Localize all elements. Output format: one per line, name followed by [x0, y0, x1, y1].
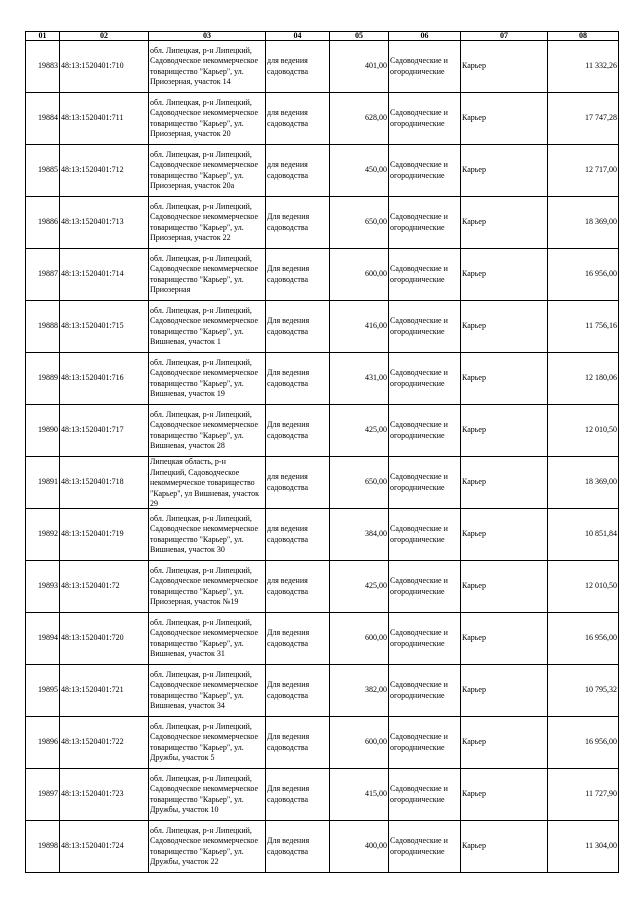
- address: [149, 197, 266, 249]
- permitted-use: Для ведения садоводства: [266, 821, 330, 873]
- area: 401,00: [330, 41, 389, 93]
- address: [149, 457, 266, 509]
- address-text: обл. Липецкая, р-н Липецкий, Садоводческое некоммерческое товарищество "Карьер", ул. Вишневая, участок 1: [150, 305, 259, 346]
- land-category: Садоводческие и огороднические: [389, 613, 461, 665]
- permitted-use: для ведения садоводства: [266, 457, 330, 509]
- land-category: Садоводческие и огороднические: [389, 769, 461, 821]
- address: [149, 353, 266, 405]
- locality: Карьер: [461, 405, 548, 457]
- locality: Карьер: [461, 509, 548, 561]
- permitted-use: для ведения садоводства: [266, 145, 330, 197]
- area: 450,00: [330, 145, 389, 197]
- locality: Карьер: [461, 93, 548, 145]
- row-number: 19891: [26, 457, 60, 509]
- address-text: обл. Липецкая, р-н Липецкий, Садоводческое некоммерческое товарищество "Карьер", ул. Вишневая, участок 34: [150, 669, 259, 710]
- table-row: [26, 93, 619, 145]
- cadastral-value: 18 369,00: [548, 197, 619, 249]
- locality: Карьер: [461, 249, 548, 301]
- row-number: 19887: [26, 249, 60, 301]
- row-number: 19893: [26, 561, 60, 613]
- address-text: обл. Липецкая, р-н Липецкий, Садоводческое некоммерческое товарищество "Карьер", ул. Вишневая, участок 19: [150, 357, 259, 398]
- locality: Карьер: [461, 353, 548, 405]
- locality: Карьер: [461, 613, 548, 665]
- area: 384,00: [330, 509, 389, 561]
- table-row: [26, 769, 619, 821]
- cadastral-number: 48:13:1520401:72: [60, 561, 149, 613]
- cadastral-number: 48:13:1520401:719: [60, 509, 149, 561]
- area: 628,00: [330, 93, 389, 145]
- locality: Карьер: [461, 665, 548, 717]
- locality: Карьер: [461, 301, 548, 353]
- permitted-use: для ведения садоводства: [266, 561, 330, 613]
- cadastral-number: 48:13:1520401:710: [60, 41, 149, 93]
- cadastral-value: 12 010,50: [548, 561, 619, 613]
- table-row: [26, 665, 619, 717]
- cadastral-number: 48:13:1520401:723: [60, 769, 149, 821]
- permitted-use: Для ведения садоводства: [266, 769, 330, 821]
- table-row: [26, 821, 619, 873]
- cadastral-value: 18 369,00: [548, 457, 619, 509]
- permitted-use: Для ведения садоводства: [266, 301, 330, 353]
- land-category: Садоводческие и огороднические: [389, 249, 461, 301]
- cadastral-number: 48:13:1520401:718: [60, 457, 149, 509]
- cadastral-value: 10 795,32: [548, 665, 619, 717]
- land-category: Садоводческие и огороднические: [389, 41, 461, 93]
- land-category: Садоводческие и огороднические: [389, 457, 461, 509]
- area: 600,00: [330, 249, 389, 301]
- row-number: 19894: [26, 613, 60, 665]
- permitted-use: Для ведения садоводства: [266, 249, 330, 301]
- column-header-04: 04: [266, 32, 330, 41]
- address-text: обл. Липецкая, р-н Липецкий, Садоводческое некоммерческое товарищество "Карьер", ул. Приозерная, участок 20а: [150, 149, 259, 190]
- cadastral-value: 16 956,00: [548, 717, 619, 769]
- row-number: 19898: [26, 821, 60, 873]
- column-header-06: 06: [389, 32, 461, 41]
- cadastral-value: 11 304,00: [548, 821, 619, 873]
- locality: Карьер: [461, 769, 548, 821]
- address: [149, 41, 266, 93]
- row-number: 19884: [26, 93, 60, 145]
- table-row: [26, 145, 619, 197]
- cadastral-number: 48:13:1520401:720: [60, 613, 149, 665]
- address-text: обл. Липецкая, р-н Липецкий, Садоводческое некоммерческое товарищество "Карьер", ул. Приозерная, участок 14: [150, 45, 259, 86]
- cadastral-number: 48:13:1520401:716: [60, 353, 149, 405]
- land-category: Садоводческие и огороднические: [389, 509, 461, 561]
- table-row: [26, 405, 619, 457]
- address-text: обл. Липецкая, р-н Липецкий, Садоводческое некоммерческое товарищество "Карьер", ул. Вишневая, участок 30: [150, 513, 259, 554]
- address: [149, 613, 266, 665]
- land-category: Садоводческие и огороднические: [389, 353, 461, 405]
- cadastral-number: 48:13:1520401:724: [60, 821, 149, 873]
- permitted-use: Для ведения садоводства: [266, 405, 330, 457]
- locality: Карьер: [461, 145, 548, 197]
- address-text: обл. Липецкая, р-н Липецкий, Садоводческое некоммерческое товарищество "Карьер", ул. Приозерная: [150, 253, 259, 294]
- address-text: обл. Липецкая, р-н Липецкий, Садоводческое некоммерческое товарищество "Карьер", ул. Дружбы, участок 22: [150, 825, 259, 866]
- column-header-08: 08: [548, 32, 619, 41]
- table-row: [26, 613, 619, 665]
- row-number: 19890: [26, 405, 60, 457]
- land-category: Садоводческие и огороднические: [389, 93, 461, 145]
- cadastral-value: 11 756,16: [548, 301, 619, 353]
- address: [149, 405, 266, 457]
- address: [149, 145, 266, 197]
- permitted-use: для ведения садоводства: [266, 93, 330, 145]
- land-category: Садоводческие и огороднические: [389, 821, 461, 873]
- area: 600,00: [330, 613, 389, 665]
- address-text: обл. Липецкая, р-н Липецкий, Садоводческое некоммерческое товарищество "Карьер", ул. Дружбы, участок 5: [150, 721, 259, 762]
- area: 600,00: [330, 717, 389, 769]
- cadastral-value: 10 851,84: [548, 509, 619, 561]
- cadastral-value: 17 747,28: [548, 93, 619, 145]
- cadastral-number: 48:13:1520401:717: [60, 405, 149, 457]
- column-header-07: 07: [461, 32, 548, 41]
- address-text: обл. Липецкая, р-н Липецкий, Садоводческое некоммерческое товарищество "Карьер", ул. Приозерная, участок 22: [150, 201, 259, 242]
- cadastral-value: 11 332,26: [548, 41, 619, 93]
- column-header-05: 05: [330, 32, 389, 41]
- cadastral-value: 12 717,00: [548, 145, 619, 197]
- area: 425,00: [330, 405, 389, 457]
- table-row: [26, 717, 619, 769]
- permitted-use: Для ведения садоводства: [266, 665, 330, 717]
- locality: Карьер: [461, 821, 548, 873]
- row-number: 19883: [26, 41, 60, 93]
- area: 415,00: [330, 769, 389, 821]
- locality: Карьер: [461, 561, 548, 613]
- table-body: [26, 41, 619, 873]
- row-number: 19892: [26, 509, 60, 561]
- table-row: [26, 41, 619, 93]
- permitted-use: Для ведения садоводства: [266, 613, 330, 665]
- address-text: обл. Липецкая, р-н Липецкий, Садоводческое некоммерческое товарищество "Карьер", ул. Дружбы, участок 10: [150, 773, 259, 814]
- address: [149, 717, 266, 769]
- row-number: 19895: [26, 665, 60, 717]
- permitted-use: для ведения садоводства: [266, 41, 330, 93]
- column-header-02: 02: [60, 32, 149, 41]
- permitted-use: для ведения садоводства: [266, 509, 330, 561]
- area: 425,00: [330, 561, 389, 613]
- table-row: [26, 353, 619, 405]
- table-row: [26, 457, 619, 509]
- locality: Карьер: [461, 197, 548, 249]
- area: 400,00: [330, 821, 389, 873]
- cadastral-number: 48:13:1520401:722: [60, 717, 149, 769]
- header-row: [26, 32, 619, 41]
- address-text: обл. Липецкая, р-н Липецкий, Садоводческое некоммерческое товарищество "Карьер", ул. Вишневая, участок 31: [150, 617, 259, 658]
- address-text: обл. Липецкая, р-н Липецкий, Садоводческое некоммерческое товарищество "Карьер", ул. Приозерная, участок №19: [150, 565, 259, 606]
- cadastral-value: 11 727,90: [548, 769, 619, 821]
- land-category: Садоводческие и огороднические: [389, 405, 461, 457]
- column-header-03: 03: [149, 32, 266, 41]
- permitted-use: Для ведения садоводства: [266, 717, 330, 769]
- cadastral-value: 16 956,00: [548, 249, 619, 301]
- locality: Карьер: [461, 41, 548, 93]
- address: [149, 301, 266, 353]
- cadastral-number: 48:13:1520401:721: [60, 665, 149, 717]
- cadastral-number: 48:13:1520401:715: [60, 301, 149, 353]
- land-category: Садоводческие и огороднические: [389, 301, 461, 353]
- area: 650,00: [330, 457, 389, 509]
- permitted-use: Для ведения садоводства: [266, 197, 330, 249]
- permitted-use: Для ведения садоводства: [266, 353, 330, 405]
- land-category: Садоводческие и огороднические: [389, 665, 461, 717]
- address-text: обл. Липецкая, р-н Липецкий, Садоводческое некоммерческое товарищество "Карьер", ул. Вишневая, участок 28: [150, 409, 259, 450]
- cadastral-number: 48:13:1520401:711: [60, 93, 149, 145]
- row-number: 19897: [26, 769, 60, 821]
- land-category: Садоводческие и огороднические: [389, 561, 461, 613]
- row-number: 19889: [26, 353, 60, 405]
- address: [149, 249, 266, 301]
- land-category: Садоводческие и огороднические: [389, 145, 461, 197]
- cadastral-number: 48:13:1520401:713: [60, 197, 149, 249]
- area: 431,00: [330, 353, 389, 405]
- table-row: [26, 197, 619, 249]
- land-registry-table: [25, 31, 619, 873]
- address: [149, 769, 266, 821]
- address: [149, 665, 266, 717]
- address-text: обл. Липецкая, р-н Липецкий, Садоводческое некоммерческое товарищество "Карьер", ул. Приозерная, участок 20: [150, 97, 259, 138]
- area: 650,00: [330, 197, 389, 249]
- locality: Карьер: [461, 457, 548, 509]
- area: 416,00: [330, 301, 389, 353]
- address: [149, 821, 266, 873]
- column-header-01: 01: [26, 32, 60, 41]
- row-number: 19896: [26, 717, 60, 769]
- address-text: Липецкая область, р-н Липецкий, Садоводческое некоммерческое товарищество "Карьер", ул Вишневая, участок 29: [150, 457, 260, 508]
- address: [149, 509, 266, 561]
- cadastral-value: 12 010,50: [548, 405, 619, 457]
- cadastral-value: 12 180,06: [548, 353, 619, 405]
- cadastral-number: 48:13:1520401:712: [60, 145, 149, 197]
- row-number: 19886: [26, 197, 60, 249]
- land-category: Садоводческие и огороднические: [389, 197, 461, 249]
- land-category: Садоводческие и огороднические: [389, 717, 461, 769]
- table-row: [26, 509, 619, 561]
- table-row: [26, 561, 619, 613]
- cadastral-value: 16 956,00: [548, 613, 619, 665]
- table-row: [26, 249, 619, 301]
- table-row: [26, 301, 619, 353]
- area: 382,00: [330, 665, 389, 717]
- address: [149, 561, 266, 613]
- cadastral-number: 48:13:1520401:714: [60, 249, 149, 301]
- locality: Карьер: [461, 717, 548, 769]
- address: [149, 93, 266, 145]
- row-number: 19885: [26, 145, 60, 197]
- row-number: 19888: [26, 301, 60, 353]
